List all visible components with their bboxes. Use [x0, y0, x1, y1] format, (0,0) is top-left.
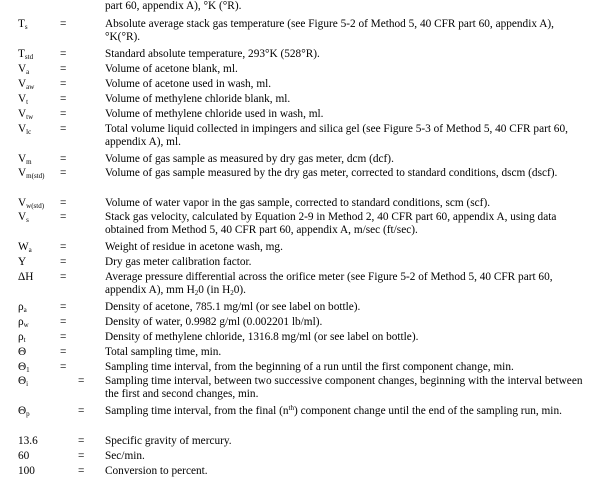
symbol — [18, 63, 29, 76]
equals-sign: = — [60, 123, 67, 135]
symbol-base: V — [18, 93, 27, 105]
equals-sign: = — [60, 271, 67, 283]
equals-sign: = — [78, 375, 85, 387]
definition-fragment: 0). — [233, 283, 247, 296]
definition-text: Specific gravity of mercury. — [105, 435, 232, 447]
symbol-base: Θ — [18, 346, 27, 358]
symbol — [18, 211, 29, 224]
definition-text: Volume of acetone blank, ml. — [105, 63, 238, 75]
symbol — [18, 167, 44, 180]
symbol-base: V — [18, 123, 27, 135]
symbol — [18, 271, 33, 284]
definition-text: Sampling time interval, between two successive component changes, beginning with the interval between the first and second changes, min. — [105, 375, 583, 400]
symbol — [18, 331, 26, 344]
symbol-subscript: 1 — [26, 366, 30, 374]
symbol-subscript: w — [23, 321, 29, 329]
definition-script: th — [288, 404, 294, 412]
symbol-base: V — [18, 78, 27, 90]
definition-fragment: ) component change until the end of the sampling run, min. — [293, 405, 562, 417]
equals-sign: = — [60, 316, 67, 328]
symbol-subscript: i — [26, 380, 29, 388]
definition-text: Sec/min. — [105, 450, 145, 462]
symbol-base: Θ — [18, 361, 27, 373]
equals-sign: = — [78, 450, 85, 462]
equals-sign: = — [60, 211, 67, 223]
definition-text: Volume of methylene chloride used in wash, ml. — [105, 108, 324, 120]
symbol-base: V — [18, 63, 27, 75]
equals-sign: = — [60, 48, 67, 60]
symbol-subscript: w(std) — [26, 202, 45, 210]
symbol — [18, 93, 28, 106]
equals-sign: = — [60, 346, 67, 358]
symbol-subscript: s — [24, 23, 28, 31]
definition-script: 2 — [194, 288, 199, 297]
symbol-base: ρ — [18, 331, 24, 343]
equals-sign: = — [60, 167, 67, 179]
definition-fragment: Sampling time interval, from the final (n — [105, 405, 289, 417]
symbol-base: T — [18, 48, 25, 60]
definition-text: part 60, appendix A), °K (°R). — [105, 0, 242, 12]
equals-sign: = — [60, 197, 67, 209]
symbol-base: V — [18, 211, 27, 223]
definition-text: Volume of methylene chloride blank, ml. — [105, 93, 291, 105]
symbol — [18, 256, 26, 269]
symbol-subscript: t — [23, 336, 26, 344]
symbol — [18, 375, 28, 388]
equals-sign: = — [60, 108, 67, 120]
definition-script: 2 — [230, 288, 234, 297]
symbol-subscript: m — [26, 158, 32, 166]
definition-text: Standard absolute temperature, 293°K (528°R). — [105, 48, 320, 60]
symbol-base: 100 — [18, 465, 35, 477]
equals-sign: = — [60, 331, 67, 343]
symbol-base: 60 — [18, 450, 30, 462]
definition-text — [105, 405, 587, 418]
definition-text: Absolute average stack gas temperature (see Figure 5-2 of Method 5, 40 CFR part 60, appendix A), °K(°R). — [105, 18, 554, 43]
symbol — [18, 405, 30, 418]
definition-text: Volume of gas sample as measured by dry gas meter, dcm (dcf). — [105, 153, 394, 165]
symbol-subscript: a — [28, 246, 32, 254]
definition-text: Weight of residue in acetone wash, mg. — [105, 241, 283, 253]
symbol-subscript: t — [26, 98, 29, 106]
equals-sign: = — [60, 241, 67, 253]
symbol-base: W — [18, 241, 29, 253]
symbol-base: ρ — [18, 301, 24, 313]
symbol-base: ΔH — [18, 271, 34, 283]
definition-fragment: Average pressure differential across the orifice meter (see Figure 5-2 of Method 5, 40 CFR part 60, appendix A), mm H — [105, 271, 553, 296]
symbol — [18, 361, 30, 374]
symbol-subscript: a — [23, 306, 27, 314]
symbol — [18, 435, 38, 448]
definition-text: Conversion to percent. — [105, 465, 208, 477]
definition-text: Density of methylene chloride, 1316.8 mg/ml (or see label on bottle). — [105, 331, 419, 343]
symbol-subscript: a — [26, 68, 30, 76]
symbol-subscript: aw — [26, 83, 35, 91]
symbol-base: V — [18, 167, 27, 179]
equals-sign: = — [60, 18, 67, 30]
symbol — [18, 301, 27, 314]
equals-sign: = — [60, 301, 67, 313]
symbol-subscript: lc — [26, 128, 32, 136]
definition-text: Total volume liquid collected in impingers and silica gel (see Figure 5-3 of Method 5, 40 CFR part 60, appendix A), ml. — [105, 123, 568, 148]
symbol-base: ρ — [18, 316, 24, 328]
definition-fragment: 0 (in H — [198, 283, 231, 296]
equals-sign: = — [60, 153, 67, 165]
definition-text: Volume of acetone used in wash, ml. — [105, 78, 272, 90]
equals-sign: = — [78, 435, 85, 447]
definition-text: Density of water, 0.9982 g/ml (0.002201 lb/ml). — [105, 316, 323, 328]
symbol — [18, 241, 32, 254]
symbol-base: V — [18, 108, 27, 120]
symbol-base: V — [18, 197, 27, 209]
symbol-subscript: s — [26, 216, 29, 224]
equals-sign: = — [78, 465, 85, 477]
symbol-base: 13.6 — [18, 435, 38, 447]
symbol — [18, 78, 34, 91]
definition-text: Stack gas velocity, calculated by Equation 2-9 in Method 2, 40 CFR part 60, appendix A, using data obtained from Method 5, 40 CFR part 60, appendix A, m/sec (ft/sec). — [105, 211, 557, 236]
symbol-base: Θ — [18, 375, 27, 387]
symbol-subscript: std — [24, 53, 34, 61]
definition-text: Sampling time interval, from the beginning of a run until the first component change, min. — [105, 361, 514, 373]
definition-text — [105, 271, 587, 296]
symbol-base: T — [18, 18, 25, 30]
equals-sign: = — [60, 361, 67, 373]
symbol — [18, 450, 29, 463]
equals-sign: = — [60, 63, 67, 75]
equals-sign: = — [60, 93, 67, 105]
symbol — [18, 108, 33, 121]
symbol — [18, 153, 32, 166]
definition-text: Volume of gas sample measured by the dry gas meter, corrected to standard conditions, dscm (dscf). — [105, 167, 558, 179]
symbol — [18, 48, 33, 61]
symbol-base: Y — [18, 256, 27, 268]
symbol — [18, 465, 35, 478]
equals-sign: = — [78, 405, 85, 417]
symbol-subscript: m(std) — [26, 172, 45, 180]
definition-text: Volume of water vapor in the gas sample, corrected to standard conditions, scm (scf). — [105, 197, 491, 209]
equals-sign: = — [60, 78, 67, 90]
definition-text: Density of acetone, 785.1 mg/ml (or see label on bottle). — [105, 301, 361, 313]
symbol — [18, 18, 28, 31]
symbol-subscript: tw — [26, 113, 34, 121]
definition-text: Dry gas meter calibration factor. — [105, 256, 252, 268]
definition-text: Total sampling time, min. — [105, 346, 222, 358]
symbol — [18, 346, 26, 359]
equals-sign: = — [60, 256, 67, 268]
symbol-base: Θ — [18, 405, 27, 417]
symbol — [18, 316, 29, 329]
symbol-subscript: p — [26, 410, 30, 418]
symbol — [18, 123, 31, 136]
symbol-base: V — [18, 153, 27, 165]
symbol — [18, 197, 44, 210]
